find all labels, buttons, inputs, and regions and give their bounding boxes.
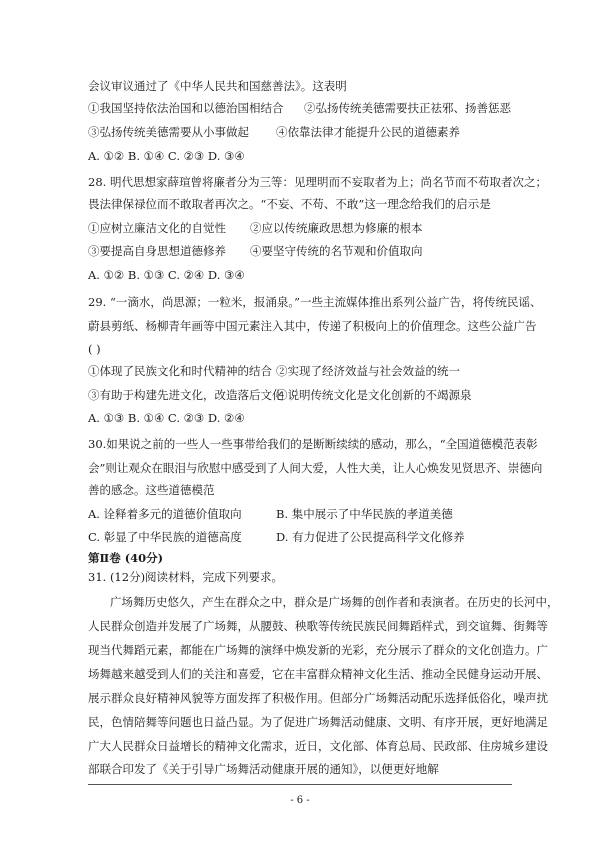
q29-stem-line2: 蔚县剪纸、杨柳青年画等中国元素注入其中，传递了积极向上的价值理念。这些公益广告 xyxy=(88,319,537,333)
q31-passage-line3: 现当代舞蹈元素，都能在广场舞的演绎中焕发新的光彩，充分展示了群众的文化创造力。广 xyxy=(88,643,548,657)
q28-option-4: ④要坚守传统的名节观和价值取向 xyxy=(250,244,423,258)
section-2-title: 第Ⅱ卷 (40分) xyxy=(88,551,164,565)
q31-stem: 31. (12分)阅读材料，完成下列要求。 xyxy=(88,570,284,584)
q30-stem-line1: 30.如果说之前的一些人一些事带给我们的是断断续续的感动，那么，“全国道德模范表彰 xyxy=(88,437,538,451)
q28-option-1: ①应树立廉洁文化的自觉性 xyxy=(88,221,226,235)
q31-passage-line8: 部联合印发了《关于引导广场舞活动健康开展的通知》，以便更好地解 xyxy=(88,762,439,776)
q31-passage-line2: 人民群众创造并发展了广场舞，从腰鼓、秧歌等传统民族民间舞蹈样式，到交谊舞、街舞等 xyxy=(88,619,548,633)
q27-option-1: ①我国坚持依法治国和以德治国相结合 xyxy=(88,101,284,115)
q27-choices: A. ①② B. ①④ C. ②③ D. ③④ xyxy=(88,149,245,163)
q31-passage-line5: 展示群众良好精神风貌等方面发挥了积极作用。但部分广场舞活动配乐选择低俗化，噪声扰 xyxy=(88,691,548,705)
q31-passage-line4: 场舞越来越受到人们的关注和喜爱，它在丰富群众精神文化生活、推动全民健身运动开展、 xyxy=(88,667,548,681)
q27-option-3: ③弘扬传统美德需要从小事做起 xyxy=(88,125,249,139)
q29-option-1: ①体现了民族文化和时代精神的结合 xyxy=(88,364,272,378)
q28-option-3: ③要提高自身思想道德修养 xyxy=(88,244,226,258)
q31-passage-line7: 广大人民群众日益增长的精神文化需求，近日，文化部、体育总局、民政部、住房城乡建设 xyxy=(88,739,548,753)
q30-option-b: B. 集中展示了中华民族的孝道美德 xyxy=(276,507,453,521)
q29-option-2: ②实现了经济效益与社会效益的统一 xyxy=(276,364,460,378)
q31-passage-line6: 民，色情陪舞等问题也日益凸显。为了促进广场舞活动健康、文明、有序开展，更好地满足 xyxy=(88,715,548,729)
q30-stem-line3: 善的感念。这些道德模范 xyxy=(88,483,215,497)
q27-option-2: ②弘扬传统美德需要扶正祛邪、扬善惩恶 xyxy=(304,101,511,115)
q28-choices: A. ①② B. ①③ C. ②④ D. ③④ xyxy=(88,268,245,282)
q27-stem-tail: 会议审议通过了《中华人民共和国慈善法》。这表明 xyxy=(88,79,347,93)
q30-option-a: A. 诠释着多元的道德价值取向 xyxy=(88,507,242,521)
q30-option-d: D. 有力促进了公民提高科学文化修养 xyxy=(276,530,465,544)
q29-option-4: ④说明传统文化是文化创新的不竭源泉 xyxy=(276,388,472,402)
q29-stem-line1: 29. “一滴水，尚思源；一粒米，报涌泉。”一些主流媒体推出系列公益广告，将传统民谣、 xyxy=(88,295,542,309)
page-number: - 6 - xyxy=(290,795,310,806)
q28-stem-line1: 28. 明代思想家薛瑄曾将廉者分为三等：见理明而不妄取者为上；尚名节而不苟取者次之； xyxy=(88,175,547,189)
q28-option-2: ②应以传统廉政思想为修廉的根本 xyxy=(250,221,423,235)
q27-option-4: ④依靠法律才能提升公民的道德素养 xyxy=(276,125,460,139)
q28-stem-line2: 畏法律保禄位而不敢取者再次之。“不妄、不苟、不敢”这一理念给我们的启示是 xyxy=(88,197,491,211)
q29-option-3: ③有助于构建先进文化，改造落后文化 xyxy=(88,388,284,402)
q29-answer-blank: ( ) xyxy=(88,342,101,356)
q30-option-c: C. 彰显了中华民族的道德高度 xyxy=(88,530,242,544)
q29-choices: A. ①③ B. ①④ C. ②③ D. ②④ xyxy=(88,411,245,425)
q31-passage-line1: 广场舞历史悠久，产生在群众之中，群众是广场舞的创作者和表演者。在历史的长河中， xyxy=(110,595,559,609)
q30-stem-line2: 会”则让观众在眼泪与欣慰中感受到了人间大爱，人性大美，让人心焕发见贤思齐、崇德向 xyxy=(88,461,543,475)
footer-divider xyxy=(88,784,512,785)
